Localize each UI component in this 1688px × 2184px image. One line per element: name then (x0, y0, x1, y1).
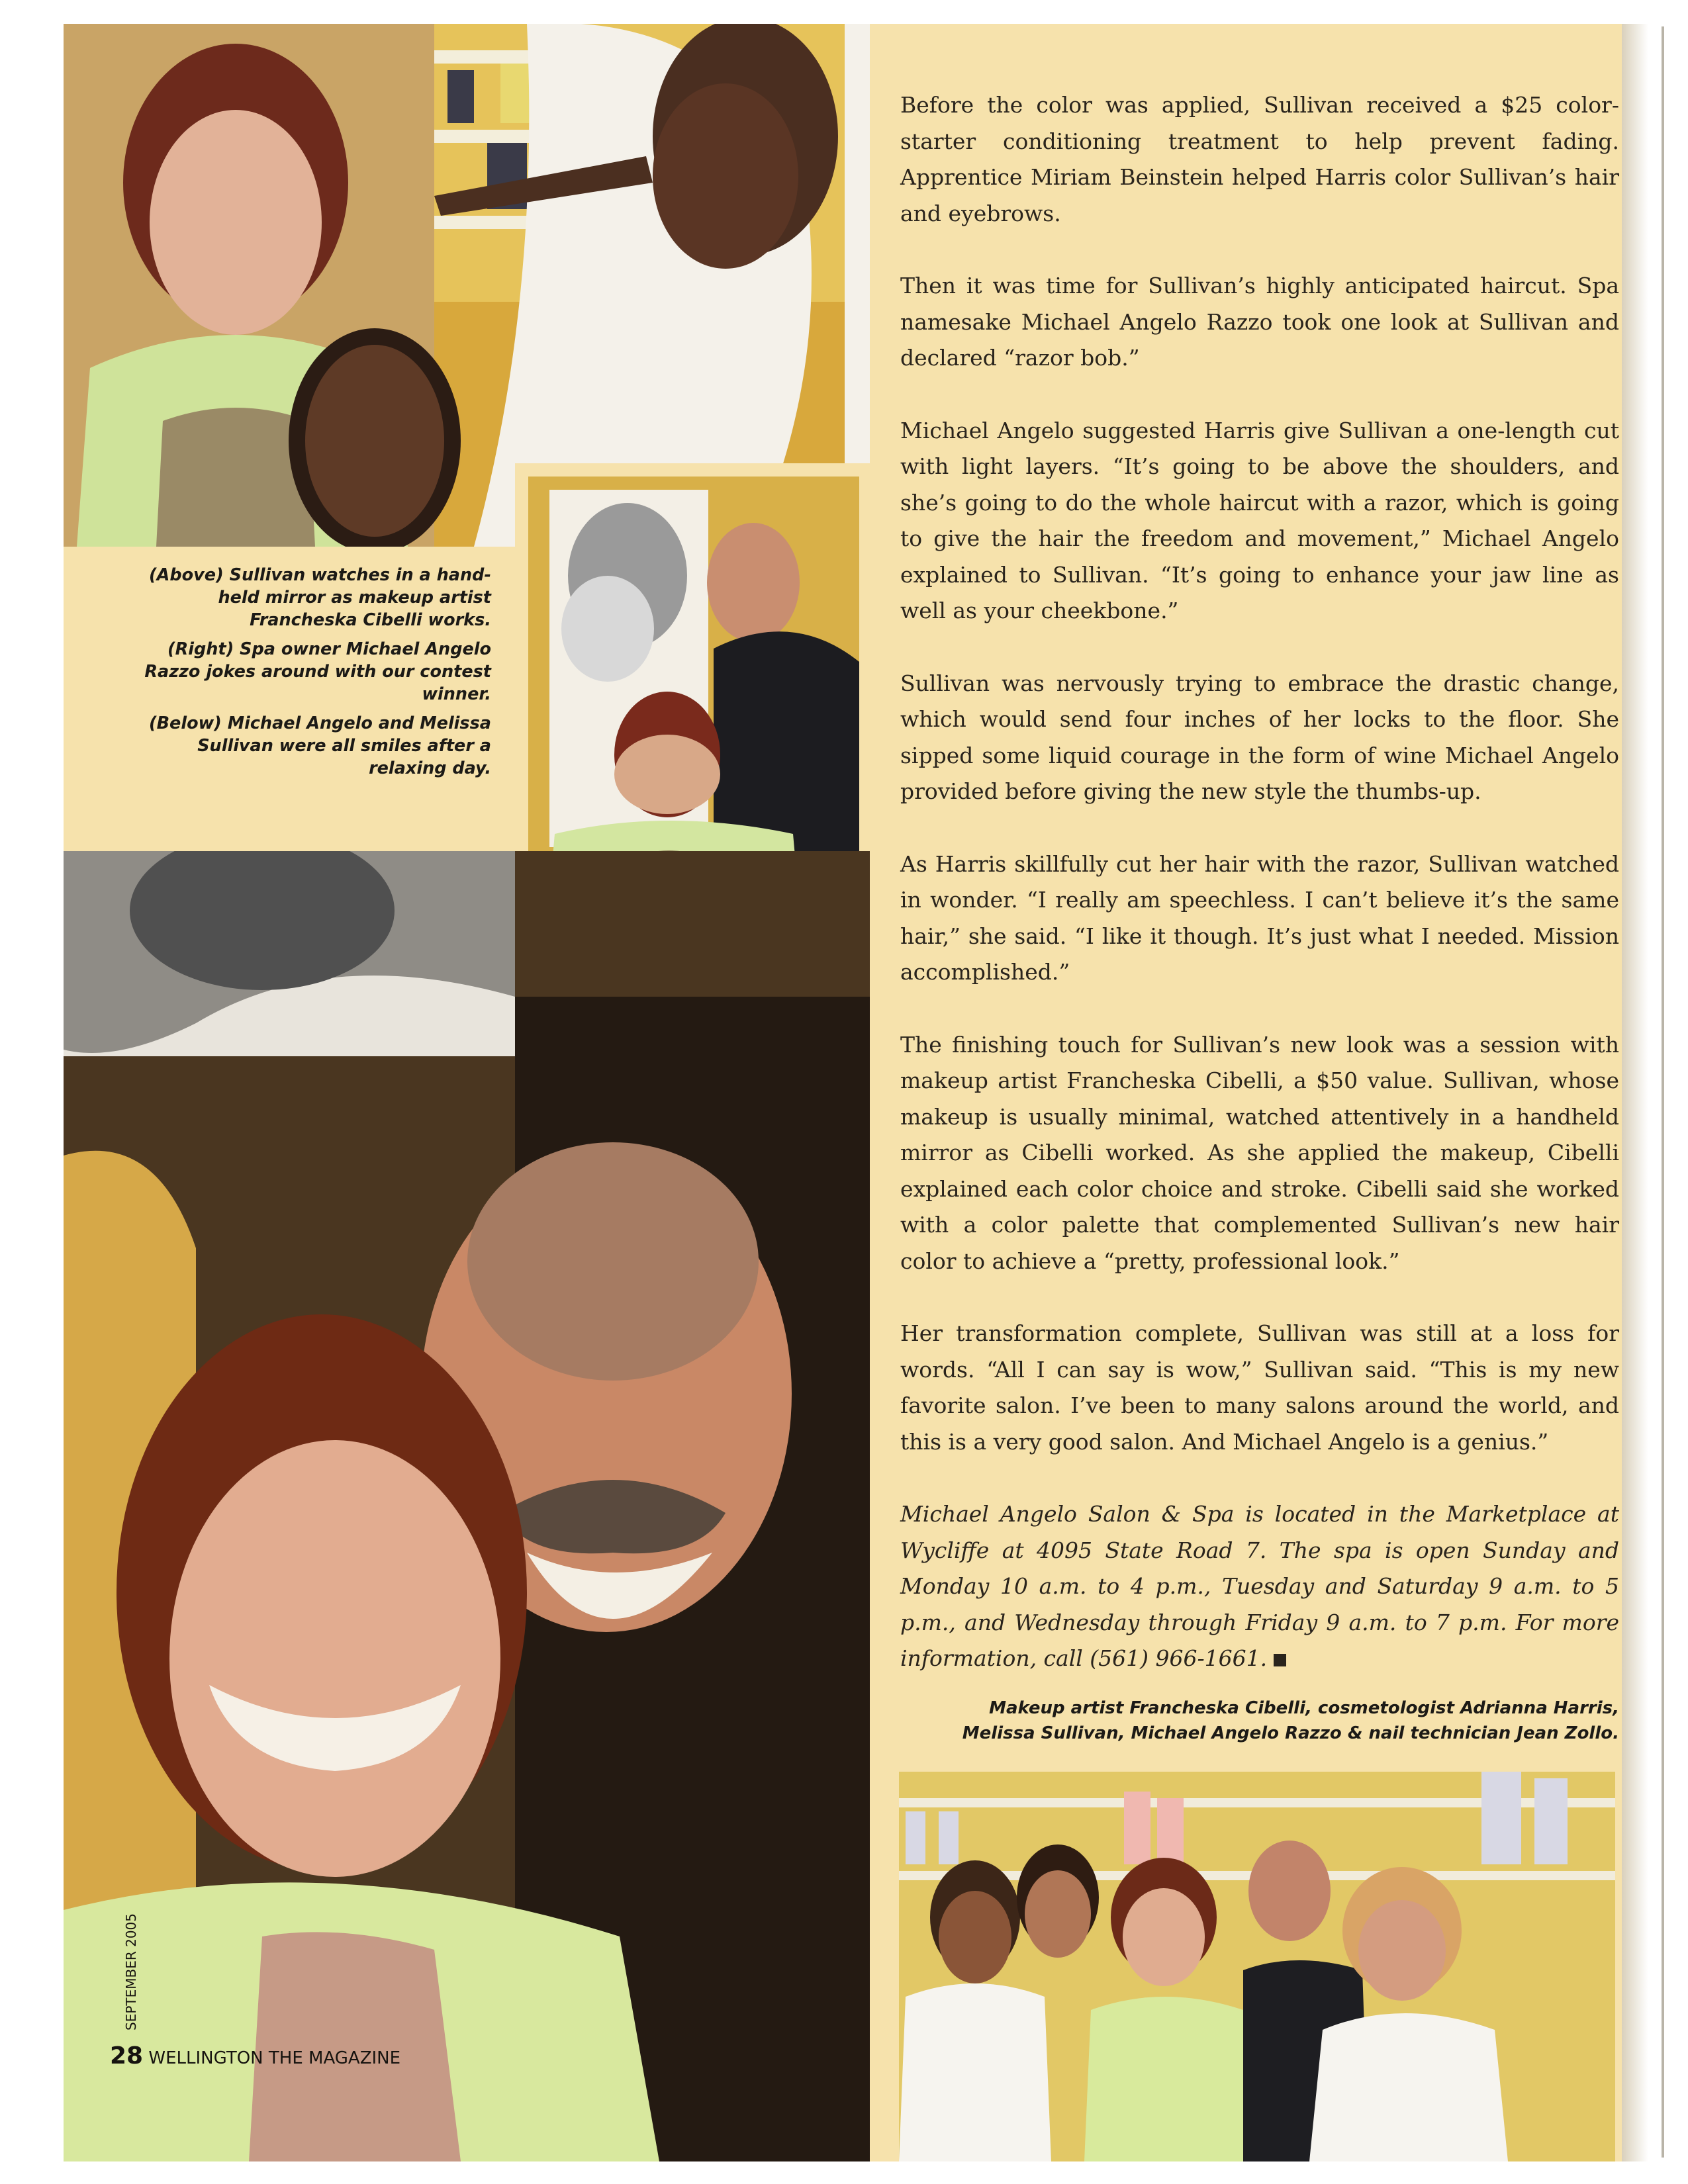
article-paragraph: Her transformation complete, Sullivan was still at a loss for words. “All I can say is wow,” Sullivan said. “This is my new favorite salon. I’ve been to many salons around the world, and this is a very good salon. And Michael Angelo is a genius.” (900, 1320, 1619, 1455)
end-mark-icon (1274, 1654, 1286, 1666)
page-edge-line (1662, 26, 1664, 2158)
group-caption-line: Melissa Sullivan, Michael Angelo Razzo & nail technician Jean Zollo. (962, 1723, 1619, 1743)
article-paragraph: Sullivan was nervously trying to embrace the drastic change, which would send four inches of her locks to the floor. She sipped some liquid courage in the form of wine Michael Angelo provided before giving the new style the thumbs-up. (900, 670, 1619, 804)
folio (110, 2042, 400, 2070)
caption-below: (Below) Michael Angelo and Melissa Sullivan were all smiles after a relaxing day. (148, 713, 491, 778)
article-paragraph: Then it was time for Sullivan’s highly anticipated haircut. Spa namesake Michael Angelo Razzo took one look at Sullivan and declared “razor bob.” (900, 273, 1619, 371)
issue-date: SEPTEMBER 2005 (123, 1913, 139, 2030)
article-body (900, 87, 1619, 1697)
caption-above: (Above) Sullivan watches in a hand-held mirror as makeup artist Francheska Cibelli works. (149, 565, 491, 630)
photo-smiling-couple (64, 851, 870, 2161)
salon-info-text: Michael Angelo Salon & Spa is located in the Marketplace at Wycliffe at 4095 State Road 7. The spa is open Sunday and Monday 10 a.m. to 4 p.m., Tuesday and Saturday 9 a.m. to 5 p.m., and Wednesday through Friday 9 a.m. to 7 p.m. For more information, call (561) 966-1661. (900, 1501, 1619, 1671)
photo-captions-left (132, 564, 491, 786)
page-number: 28 (110, 2042, 144, 2070)
salon-info (900, 1496, 1619, 1677)
article-paragraph: Michael Angelo suggested Harris give Sullivan a one-length cut with light layers. “It’s going to be above the shoulders, and she’s going to do the whole haircut with a razor, which is going to give the hair the freedom and movement,” Michael Angelo explained to Sullivan. “It’s going to enhance your jaw line as well as your cheekbone.” (900, 417, 1619, 623)
photo-group-staff (899, 1772, 1615, 2161)
caption-right: (Right) Spa owner Michael Angelo Razzo jokes around with our contest winner. (144, 639, 491, 704)
group-photo-caption (900, 1696, 1619, 1746)
article-paragraph: Before the color was applied, Sullivan received a $25 color-starter conditioning treatment to help prevent fading. Apprentice Miriam Beinstein helped Harris color Sullivan’s hair and eyebrows. (900, 92, 1619, 226)
group-caption-line: Makeup artist Francheska Cibelli, cosmetologist Adrianna Harris, (989, 1698, 1619, 1718)
page-edge-shadow (1622, 24, 1648, 2161)
article-paragraph: As Harris skillfully cut her hair with the razor, Sullivan watched in wonder. “I really am speechless. I can’t believe it’s the same hair,” she said. “I like it though. It’s just what I needed. Mission accomplished.” (900, 850, 1619, 985)
magazine-name: WELLINGTON THE MAGAZINE (148, 2048, 401, 2068)
article-paragraph: The finishing touch for Sullivan’s new look was a session with makeup artist Francheska Cibelli, a $50 value. Sullivan, whose makeup is usually minimal, watched attentively in a handheld mirror as Cibelli worked. As she applied the makeup, Cibelli explained each color choice and stroke. Cibelli said she worked with a color palette that complemented Sullivan’s new hair color to achieve a “pretty, professional look.” (900, 1031, 1619, 1274)
